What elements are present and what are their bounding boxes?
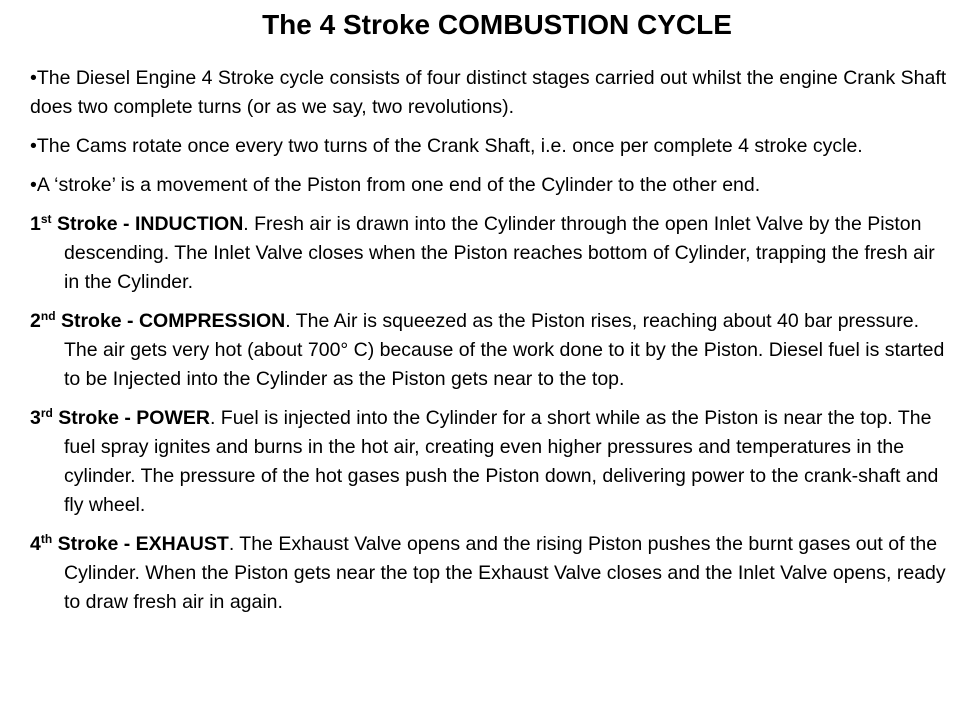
stroke-induction-name: Stroke - INDUCTION xyxy=(51,213,244,235)
stroke-exhaust-text: . The Exhaust Valve opens and the rising Piston pushes the burnt gases out of the Cylinder. When the Piston gets near the top the Exhaust Valve closes and the Inlet Valve opens, ready to draw fresh air in again. xyxy=(64,533,946,613)
stroke-induction-number: 1 xyxy=(30,213,41,235)
stroke-compression-number: 2 xyxy=(30,310,41,332)
stroke-power-name: Stroke - POWER xyxy=(52,407,210,429)
bullet-stroke-definition: •A ‘stroke’ is a movement of the Piston from one end of the Cylinder to the other end. xyxy=(30,174,761,196)
stroke-compression-ordinal: nd xyxy=(40,309,56,323)
stroke-exhaust-heading xyxy=(30,533,229,555)
stroke-compression xyxy=(30,307,950,394)
bullet-cams-rotation: •The Cams rotate once every two turns of the Crank Shaft, i.e. once per complete 4 stroke cycle. xyxy=(30,135,863,157)
stroke-compression-text: . The Air is squeezed as the Piston rises, reaching about 40 bar pressure. The air gets very hot (about 700° C) because of the work done to it by the Piston. Diesel fuel is started to be Injected into the Cylinder as the Piston gets near to the top. xyxy=(64,310,945,390)
stroke-power-ordinal: rd xyxy=(40,406,53,420)
stroke-power-number: 3 xyxy=(30,407,41,429)
stroke-exhaust-ordinal: th xyxy=(40,532,53,546)
stroke-power-heading xyxy=(30,407,210,429)
bullet-engine-cycle: •The Diesel Engine 4 Stroke cycle consists of four distinct stages carried out whilst the engine Crank Shaft does two complete turns (or as we say, two revolutions). xyxy=(30,67,947,118)
stroke-exhaust xyxy=(30,530,950,617)
stroke-induction-heading xyxy=(30,213,243,235)
stroke-induction-ordinal: st xyxy=(40,212,52,226)
stroke-power xyxy=(30,404,950,520)
slide-content xyxy=(30,64,950,617)
stroke-compression-name: Stroke - COMPRESSION xyxy=(55,310,286,332)
stroke-induction-text: . Fresh air is drawn into the Cylinder through the open Inlet Valve by the Piston descending. The Inlet Valve closes when the Piston reaches bottom of Cylinder, trapping the fresh air in the Cylinder. xyxy=(64,213,935,293)
stroke-exhaust-number: 4 xyxy=(30,533,41,555)
stroke-power-text: . Fuel is injected into the Cylinder for a short while as the Piston is near the top. The fuel spray ignites and burns in the hot air, creating even higher pressures and temperatures in the cylinder. The pressure of the hot gases push the Piston down, delivering power to the crank-shaft and fly wheel. xyxy=(64,407,939,516)
stroke-compression-heading xyxy=(30,310,285,332)
stroke-induction xyxy=(30,210,950,297)
stroke-exhaust-name: Stroke - EXHAUST xyxy=(52,533,229,555)
slide-title: The 4 Stroke COMBUSTION CYCLE xyxy=(262,9,732,40)
